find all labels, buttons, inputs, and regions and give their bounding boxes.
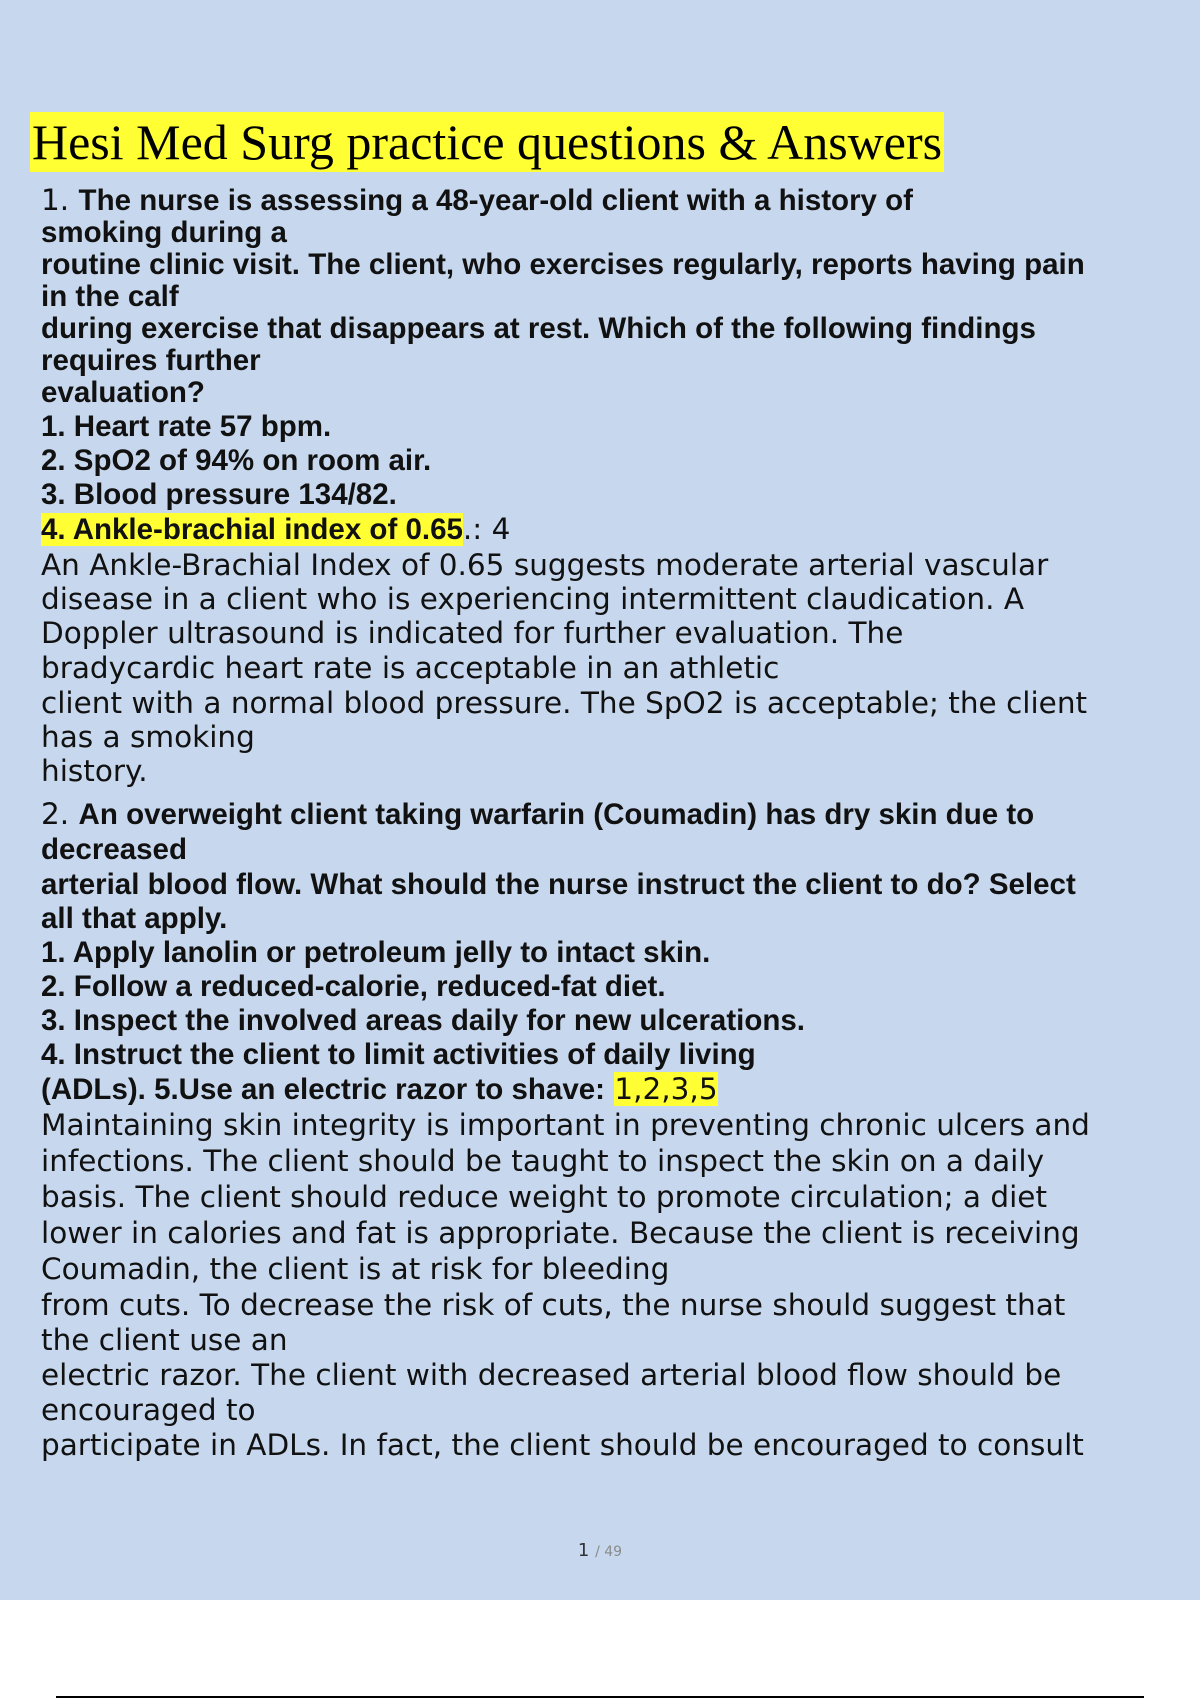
current-page: 1 <box>577 1540 590 1561</box>
rationale <box>41 547 1191 789</box>
question-stem-line: routine clinic visit. The client, who exercises regularly, reports having pain <box>41 248 1085 281</box>
question-stem-line: in the calf <box>41 280 179 313</box>
question-stem-line: all that apply. <box>41 902 228 935</box>
block-gap <box>41 789 1191 797</box>
answer-option: 2. SpO2 of 94% on room air. <box>41 444 432 477</box>
document-content <box>41 183 1191 1463</box>
answer-option: 1. Heart rate 57 bpm. <box>41 410 332 443</box>
rationale-line: Coumadin, the client is at risk for bleeding <box>41 1252 670 1286</box>
question-text: An overweight client taking warfarin (Coumadin) has dry skin due to <box>78 798 1035 831</box>
answer-separator: .: <box>462 512 492 546</box>
rationale-line: Doppler ultrasound is indicated for further evaluation. The <box>41 616 904 650</box>
answer-option: 4. Instruct the client to limit activities of daily living <box>41 1038 756 1071</box>
rationale-line: disease in a client who is experiencing intermittent claudication. A <box>41 582 1025 616</box>
answer-option: 3. Inspect the involved areas daily for new ulcerations. <box>41 1004 805 1037</box>
highlighted-option: 4. Ankle-brachial index of 0.65 <box>41 513 463 546</box>
rationale-line: from cuts. To decrease the risk of cuts, the nurse should suggest that <box>41 1288 1066 1322</box>
rationale-line: participate in ADLs. In fact, the client should be encouraged to consult <box>41 1428 1084 1462</box>
question-stem-line: requires further <box>41 344 261 377</box>
document-title: Hesi Med Surg practice questions & Answers <box>32 114 943 170</box>
answer-option: 3. Blood pressure 134/82. <box>41 478 397 511</box>
question-1 <box>41 183 1191 789</box>
rationale-line: the client use an <box>41 1323 288 1357</box>
rationale-line: An Ankle-Brachial Index of 0.65 suggests moderate arterial vascular <box>41 548 1049 582</box>
rationale-line: basis. The client should reduce weight to promote circulation; a diet <box>41 1180 1048 1214</box>
question-stem-line: arterial blood flow. What should the nurse instruct the client to do? Select <box>41 868 1076 901</box>
page-number <box>0 1540 1200 1561</box>
total-pages: / 49 <box>595 1544 623 1560</box>
question-stem-line <box>41 797 1191 832</box>
rationale-line: infections. The client should be taught to inspect the skin on a daily <box>41 1144 1045 1178</box>
rationale-line: lower in calories and fat is appropriate. Because the client is receiving <box>41 1216 1080 1250</box>
rationale-line: encouraged to <box>41 1393 256 1427</box>
question-number: 2. <box>41 797 70 831</box>
answer-option-correct <box>41 512 1191 547</box>
answer-option: 1. Apply lanolin or petroleum jelly to intact skin. <box>41 936 711 969</box>
rationale <box>41 1107 1191 1463</box>
question-2 <box>41 797 1191 1463</box>
question-number: 1. <box>41 183 70 217</box>
rationale-line: Maintaining skin integrity is important in preventing chronic ulcers and <box>41 1108 1090 1142</box>
rationale-line: has a smoking <box>41 720 255 754</box>
answer-option-with-key <box>41 1072 1191 1107</box>
question-stem-line: evaluation? <box>41 376 205 409</box>
question-text: The nurse is assessing a 48-year-old client with a history of <box>78 184 914 217</box>
rationale-line: electric razor. The client with decreased arterial blood flow should be <box>41 1358 1062 1392</box>
answer-option: 2. Follow a reduced-calorie, reduced-fat diet. <box>41 970 666 1003</box>
answer-option: (ADLs). 5.Use an electric razor to shave: <box>41 1073 605 1106</box>
answer-key: 4 <box>491 512 511 546</box>
question-stem-line: smoking during a <box>41 216 287 249</box>
answer-key: 1,2,3,5 <box>614 1072 718 1106</box>
rationale-line: client with a normal blood pressure. The SpO2 is acceptable; the client <box>41 686 1088 720</box>
question-stem-line <box>41 183 1191 218</box>
question-stem-line: during exercise that disappears at rest. Which of the following findings <box>41 312 1036 345</box>
question-stem-line: decreased <box>41 833 187 866</box>
page-divider <box>56 1696 1144 1698</box>
rationale-line: history. <box>41 754 148 788</box>
rationale-line: bradycardic heart rate is acceptable in an athletic <box>41 651 780 685</box>
